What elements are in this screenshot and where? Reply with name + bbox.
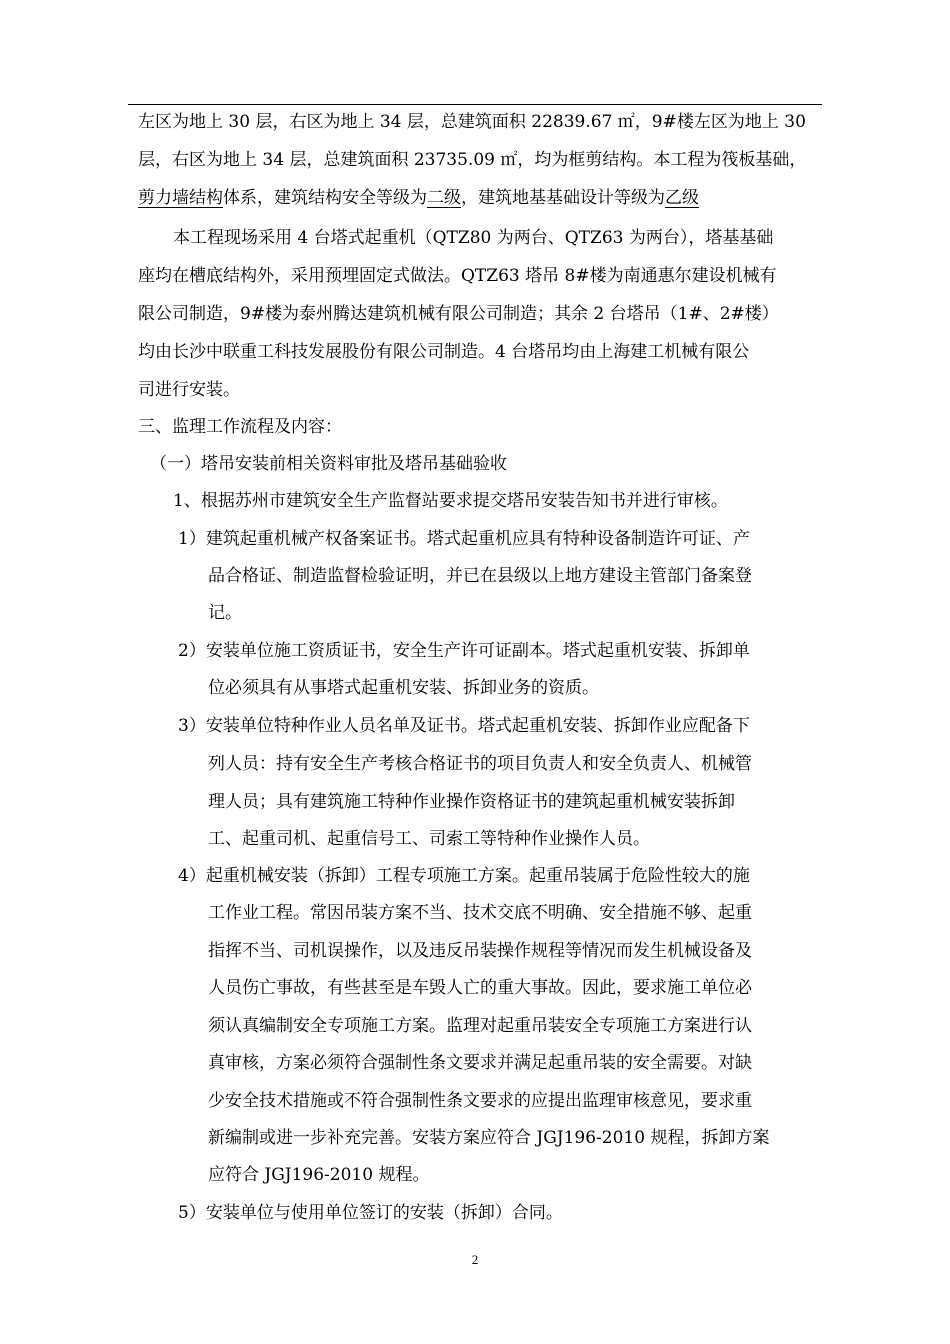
sub-item-3-line-2: 列人员：持有安全生产考核合格证书的项目负责人和安全负责人、机械管 bbox=[208, 754, 752, 774]
sub-item-3-line-1: 3）安装单位特种作业人员名单及证书。塔式起重机安装、拆卸作业应配备下 bbox=[178, 716, 750, 736]
paragraph-2-line-2: 座均在槽底结构外，采用预埋固定式做法。QTZ63 塔吊 8#楼为南通惠尔建设机械有 bbox=[138, 266, 777, 286]
subsection-1-heading: （一）塔吊安装前相关资料审批及塔吊基础验收 bbox=[150, 454, 507, 474]
paragraph-1-line-1: 左区为地上 30 层，右区为地上 34 层，总建筑面积 22839.67 ㎡，9#楼左区为地上 30 bbox=[138, 112, 806, 132]
sub-item-4-line-6: 真审核，方案必须符合强制性条文要求并满足起重吊装的安全需要。对缺 bbox=[208, 1053, 752, 1073]
paragraph-2-line-1: 本工程现场采用 4 台塔式起重机（QTZ80 为两台、QTZ63 为两台），塔基基础 bbox=[173, 228, 774, 248]
sub-item-4-line-7: 少安全技术措施或不符合强制性条文要求的应提出监理审核意见，要求重 bbox=[208, 1091, 752, 1111]
foundation-grade-value: 乙级 bbox=[665, 188, 699, 208]
sub-item-3-line-3: 理人员；具有建筑施工特种作业操作资格证书的建筑起重机械安装拆卸 bbox=[208, 792, 735, 812]
structure-system-term: 剪力墙结构 bbox=[138, 188, 223, 208]
page-number: 2 bbox=[471, 1252, 479, 1267]
sub-item-5-line-1: 5）安装单位与使用单位签订的安装（拆卸）合同。 bbox=[178, 1203, 563, 1223]
sub-item-4-line-4: 人员伤亡事故，有些甚至是车毁人亡的重大事故。因此，要求施工单位必 bbox=[208, 978, 752, 998]
paragraph-1-line-3-text-b: ，建筑地基基础设计等级为 bbox=[461, 188, 665, 208]
paragraph-1-line-2: 层，右区为地上 34 层，总建筑面积 23735.09 ㎡，均为框剪结构。本工程为筏板基础， bbox=[138, 150, 807, 170]
sub-item-1-line-2: 品合格证、制造监督检验证明，并已在县级以上地方建设主管部门备案登 bbox=[208, 566, 752, 586]
sub-item-2-line-2: 位必须具有从事塔式起重机安装、拆卸业务的资质。 bbox=[208, 678, 599, 698]
sub-item-1-line-1: 1）建筑起重机械产权备案证书。塔式起重机应具有特种设备制造许可证、产 bbox=[178, 529, 750, 549]
paragraph-2-line-4: 均由长沙中联重工科技发展股份有限公司制造。4 台塔吊均由上海建工机械有限公 bbox=[138, 342, 750, 362]
safety-grade-value: 二级 bbox=[427, 188, 461, 208]
sub-item-4-line-8: 新编制或进一步补充完善。安装方案应符合 JGJ196-2010 规程，拆卸方案 bbox=[208, 1128, 770, 1148]
paragraph-2-line-3: 限公司制造，9#楼为泰州腾达建筑机械有限公司制造；其余 2 台塔吊（1#、2#楼） bbox=[138, 304, 779, 324]
sub-item-4-line-3: 指挥不当、司机误操作，以及违反吊装操作规程等情况而发生机械设备及 bbox=[208, 941, 752, 961]
header-rule bbox=[128, 104, 822, 105]
paragraph-1-line-3-text-a: 体系，建筑结构安全等级为 bbox=[223, 188, 427, 208]
sub-item-4-line-9: 应符合 JGJ196-2010 规程。 bbox=[208, 1165, 430, 1185]
sub-item-4-line-1: 4）起重机械安装（拆卸）工程专项施工方案。起重吊装属于危险性较大的施 bbox=[178, 866, 750, 886]
sub-item-4-line-2: 工作业工程。常因吊装方案不当、技术交底不明确、安全措施不够、起重 bbox=[208, 903, 752, 923]
sub-item-4-line-5: 须认真编制安全专项施工方案。监理对起重吊装安全专项施工方案进行认 bbox=[208, 1016, 752, 1036]
sub-item-3-line-4: 工、起重司机、起重信号工、司索工等特种作业操作人员。 bbox=[208, 829, 650, 849]
item-1: 1、根据苏州市建筑安全生产监督站要求提交塔吊安装告知书并进行审核。 bbox=[173, 491, 728, 511]
paragraph-2-line-5: 司进行安装。 bbox=[138, 380, 240, 400]
sub-item-1-line-3: 记。 bbox=[208, 603, 242, 623]
paragraph-1-line-3 bbox=[138, 188, 699, 208]
sub-item-2-line-1: 2）安装单位施工资质证书，安全生产许可证副本。塔式起重机安装、拆卸单 bbox=[178, 641, 750, 661]
section-3-heading: 三、监理工作流程及内容： bbox=[138, 417, 342, 437]
